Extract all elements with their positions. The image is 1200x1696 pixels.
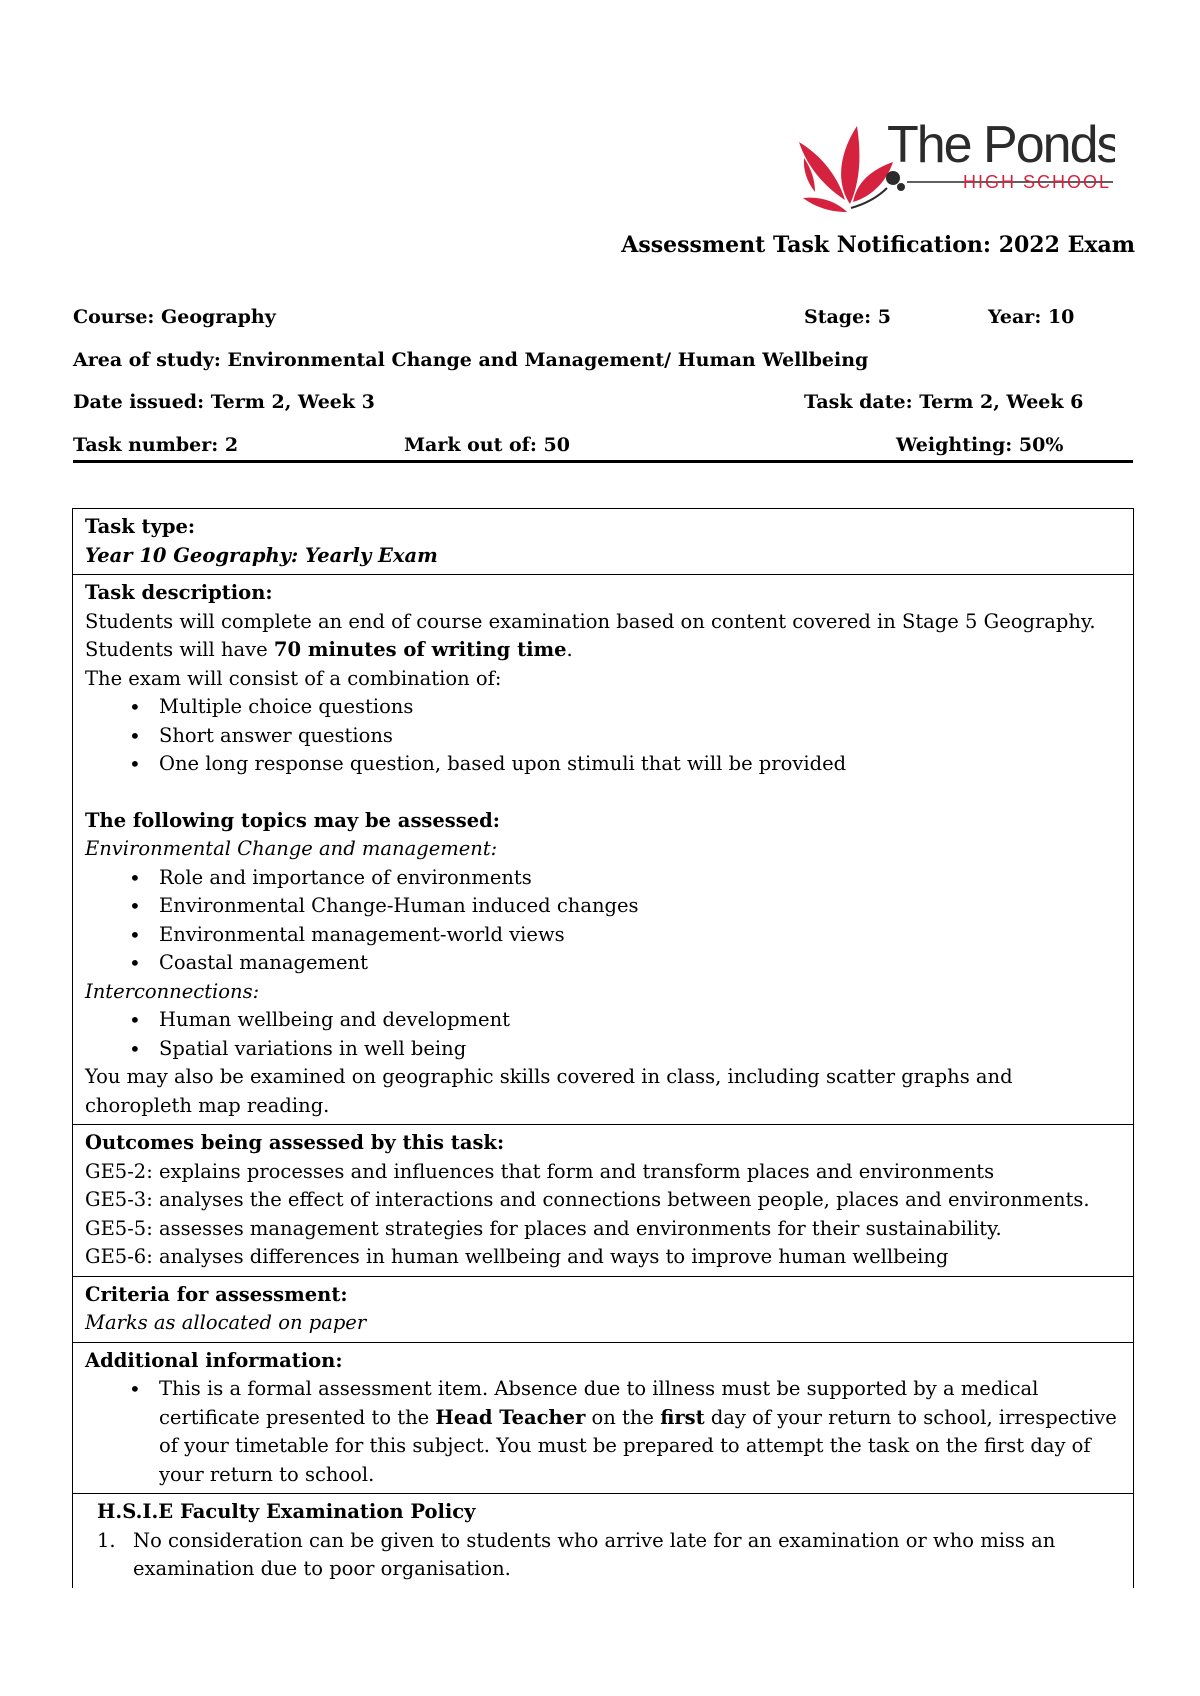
list-item: • Coastal management [85, 949, 1123, 978]
task-type-cell [72, 509, 1134, 575]
area-of-study-field: Area of study: Environmental Change and Management/ Human Wellbeing [73, 349, 869, 371]
date-issued-field: Date issued: Term 2, Week 3 [73, 391, 375, 413]
task-description-intro [85, 608, 1123, 665]
task-details-table [72, 508, 1134, 1588]
policy-item [85, 1527, 1123, 1584]
task-type-label: Task type: [85, 515, 196, 538]
exam-consist-text: The exam will consist of a combination of: [85, 666, 502, 690]
list-item: • Spatial variations in well being [85, 1035, 1123, 1064]
exam-policy-cell [72, 1494, 1134, 1588]
task-date-field: Task date: Term 2, Week 6 [804, 391, 1084, 413]
env-topic-heading: Environmental Change and management: [85, 837, 498, 860]
task-type-value: Year 10 Geography: Yearly Exam [85, 543, 438, 567]
list-item: • Short answer questions [85, 722, 1123, 751]
list-item: • Role and importance of environments [85, 864, 1123, 893]
additional-text: day of your return to school, irrespective of your timetable for this subject. You must be prepared to attempt the task on the first day of your return to school. [159, 1405, 1117, 1486]
year-field: Year: 10 [988, 306, 1075, 328]
school-logo [795, 112, 1115, 220]
list-item: • Multiple choice questions [85, 693, 1123, 722]
additional-info-list [85, 1375, 1123, 1489]
additional-text: on the [585, 1405, 661, 1429]
page-title: Assessment Task Notification: 2022 Exam [621, 232, 1135, 258]
header-divider [73, 460, 1133, 463]
mark-out-of-field: Mark out of: 50 [404, 434, 570, 456]
intro-end: . [566, 638, 573, 661]
eucalyptus-leaf-icon [795, 112, 1115, 220]
intro-text: Students will complete an end of course examination based on content covered in Stage 5 Geography. Students will have [85, 609, 1096, 661]
task-description-cell [72, 575, 1134, 1125]
inter-topics-list [85, 1006, 1123, 1063]
head-teacher-text: Head Teacher [435, 1405, 586, 1429]
list-item: • One long response question, based upon stimuli that will be provided [85, 750, 1123, 779]
logo-name: The Ponds [887, 116, 1115, 174]
list-item: • Human wellbeing and development [85, 1006, 1123, 1035]
exam-components-list [85, 693, 1123, 779]
criteria-value: Marks as allocated on paper [85, 1311, 367, 1334]
course-field: Course: Geography [73, 306, 276, 328]
additional-info-cell [72, 1343, 1134, 1495]
stage-field: Stage: 5 [804, 306, 892, 328]
additional-info-label: Additional information: [85, 1348, 343, 1372]
criteria-label: Criteria for assessment: [85, 1282, 348, 1306]
writing-time: 70 minutes of writing time [273, 638, 567, 661]
outcome-item: GE5-3: analyses the effect of interactions and connections between people, places and environments. [85, 1188, 1090, 1211]
policy-item-text: No consideration can be given to students who arrive late for an examination or who miss an examination due to poor organisation. [133, 1528, 1056, 1580]
task-number-field: Task number: 2 [73, 434, 239, 456]
list-item: • Environmental Change-Human induced changes [85, 892, 1123, 921]
task-description-label: Task description: [85, 581, 273, 604]
weighting-field: Weighting: 50% [896, 434, 1064, 456]
policy-item-number: 1. [97, 1528, 116, 1552]
outcomes-label: Outcomes being assessed by this task: [85, 1131, 505, 1154]
env-topics-list [85, 864, 1123, 978]
topics-label: The following topics may be assessed: [85, 808, 501, 832]
outcome-item: GE5-6: analyses differences in human wellbeing and ways to improve human wellbeing [85, 1245, 949, 1268]
outcomes-cell [72, 1125, 1134, 1277]
additional-text: This is a formal assessment item. Absence due to illness must be supported by a medical certificate presented to the [159, 1377, 1039, 1429]
inter-topic-heading: Interconnections: [85, 979, 260, 1003]
logo-subtitle: HIGH SCHOOL [963, 172, 1112, 192]
first-text: first [660, 1405, 705, 1429]
outcome-item: GE5-2: explains processes and influences that form and transform places and environments [85, 1159, 995, 1183]
outcome-item: GE5-5: assesses management strategies for places and environments for their sustainability. [85, 1216, 1002, 1240]
skills-text: You may also be examined on geographic skills covered in class, including scatter graphs and choropleth map reading. [85, 1065, 1013, 1117]
exam-policy-title: H.S.I.E Faculty Examination Policy [97, 1500, 476, 1523]
list-item: • Environmental management-world views [85, 921, 1123, 950]
list-item [85, 1375, 1123, 1489]
criteria-cell [72, 1277, 1134, 1343]
